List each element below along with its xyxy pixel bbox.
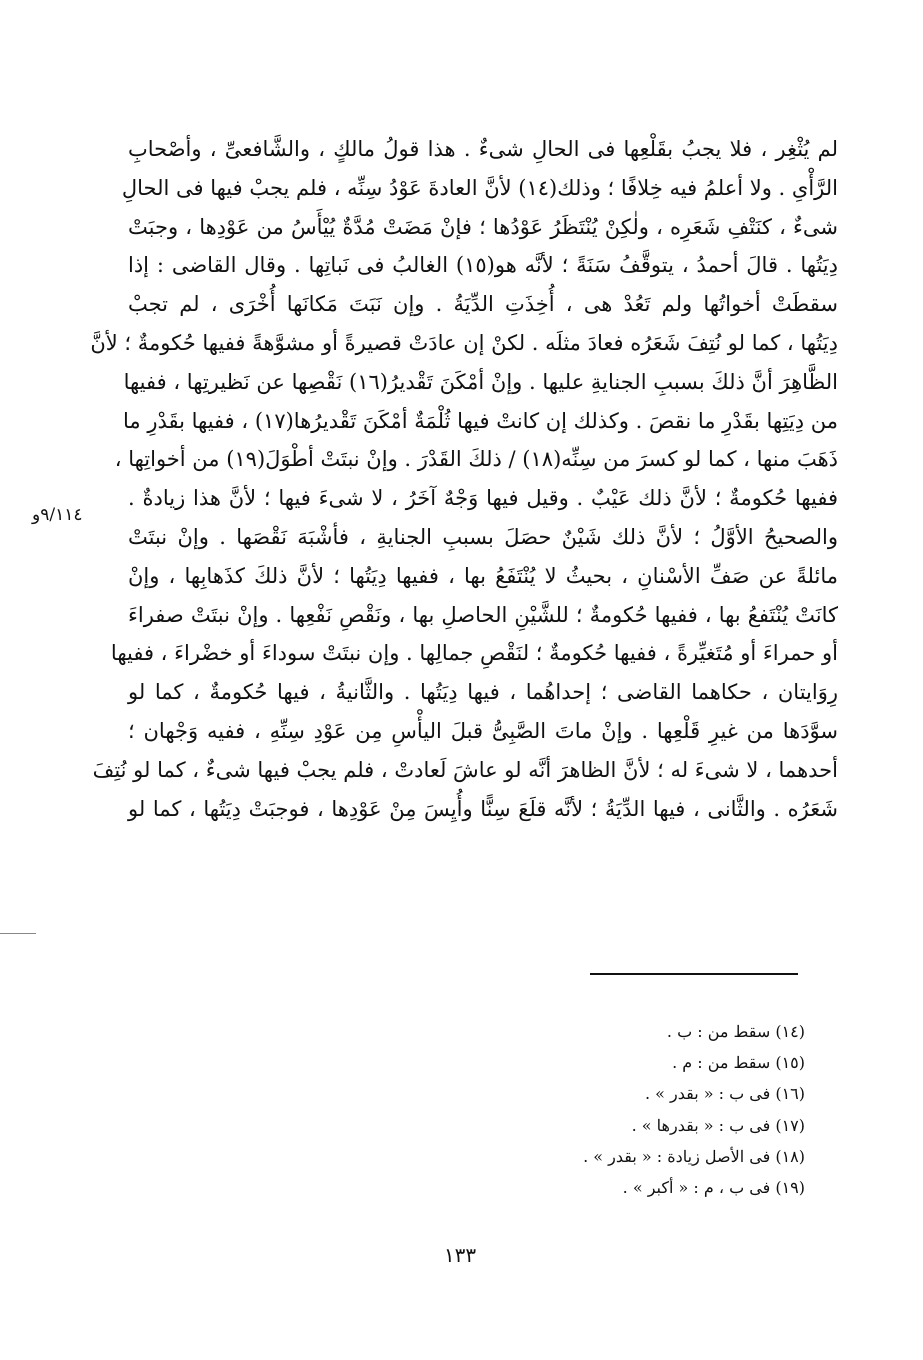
footnote: (١٧) فى ب : « بقدرها » . (631, 1115, 805, 1135)
text-line: ففيها حُكومةٌ ؛ لأنَّ ذلك عَيْبٌ . وقيل فيها وَجْهٌ آخَرُ ، لا شىءَ فيها ؛ لأنَّ هذا زيادةٌ . (128, 486, 838, 511)
text-line: أحدهما ، لا شىءَ له ؛ لأنَّ الظاهرَ أنَّه لو عاشَ لَعادتْ ، فلم يجبْ فيها شىءٌ ، كما لو نُتِفَ (92, 757, 838, 782)
text-line: والصحيحُ الأوَّلُ ؛ لأنَّ ذلك شَيْنٌ حصَلَ بسببِ الجنايةِ ، فأشْبَهَ نَقْصَها . وإنْ نبتَتْ (128, 524, 838, 549)
text-line: ذَهَبَ منها ، كما لو كسرَ من سِنِّه(١٨) / ذلكَ القَدْرَ . وإنْ نبتَتْ أطْوَلَ(١٩) من أخواتِها ، (114, 447, 838, 472)
text-line: شىءٌ ، كنَتْفِ شَعَرِه ، ولٰكِنْ يُنْتَظَرُ عَوْدُها ؛ فإنْ مَضَتْ مُدَّةٌ يُيْأَسُ من عَوْدِها ، وجبَتْ (128, 214, 838, 239)
footnote: (١٩) فى ب ، م : « أكبر » . (622, 1177, 805, 1197)
body-text (90, 130, 838, 828)
margin-folio-reference: ٩/١١٤و (32, 505, 83, 525)
margin-mark (0, 933, 36, 934)
text-line: سوَّدَها من غيرِ قَلْعِها . وإنْ ماتَ الصَّبِىُّ قبلَ اليأْسِ مِن عَوْدِ سِنِّهِ ، ففيه وَجْهان ؛ (128, 718, 838, 743)
text-line: من دِيَتِها بقَدْرِ ما نقصَ . وكذلك إن كانتْ فيها ثُلْمَةٌ أمْكَنَ تَقْديرُها(١٧) ، ففيها بقَدْرِ ما (123, 408, 838, 433)
footnote-separator (590, 973, 798, 975)
text-line: أو حمراءَ أو مُتَغيِّرةً ، ففيها حُكومةٌ ؛ لنَقْصِ جمالِها . وإن نبتَتْ سوداءَ أو خضْراءَ ، ففيها (110, 641, 838, 666)
text-line: لم يُثْغِر ، فلا يجبُ بقَلْعِها فى الحالِ شىءٌ . هذا قولُ مالكٍ ، والشَّافعىِّ ، وأصْحابِ (128, 137, 838, 161)
footnote: (١٥) سقط من : م . (672, 1053, 805, 1073)
footnote: (١٦) فى ب : « بقدر » . (644, 1084, 805, 1104)
footnotes (400, 1016, 805, 1203)
text-line: دِيَتُها ، كما لو نُتِفَ شَعَرُه فعادَ مثلَه . لكنْ إن عادَتْ قصيرةً أو مشوَّهةً ففيها حُكومةٌ ؛ لأنَّ (90, 330, 838, 355)
footnote: (١٤) سقط من : ب . (666, 1022, 805, 1041)
footnote: (١٨) فى الأصل زيادة : « بقدر » . (583, 1146, 805, 1166)
text-line: دِيَتُها . قالَ أحمدُ ، يتوقَّفُ سَنَةً ؛ لأنَّه هو(١٥) الغالبُ فى نَباتِها . وقال القاضى : إذا (128, 253, 838, 278)
text-line: مائلةً عن صَفِّ الأسْنانِ ، بحيثُ لا يُنْتَفَعُ بها ، ففيها دِيَتُها ؛ لأنَّ ذلكَ كذَهابِها ، وإنْ (128, 563, 838, 588)
text-line: الرَّأْىِ . ولا أعلمُ فيه خِلافًا ؛ وذلك(١٤) لأنَّ العادةَ عَوْدُ سِنِّه ، فلم يجبْ فيها فى الحالِ (121, 175, 838, 200)
text-line: كانَتْ يُنْتَفعُ بها ، ففيها حُكومةٌ ؛ للشَّيْنِ الحاصلِ بها ، ونَقْصِ نَفْعِها . وإنْ نبتَتْ صفراءَ (128, 602, 838, 627)
text-line: شَعَرُه . والثَّانى ، فيها الدِّيَةُ ؛ لأنَّه قلَعَ سِنًّا وأُيِسَ مِنْ عَوْدِها ، فوجبَتْ دِيَتُها ، كما لو (128, 796, 838, 821)
text-line: سقطَتْ أخواتُها ولم تَعُدْ هى ، أُخِذَتِ الدِّيَةُ . وإن نَبَتَ مَكانَها أُخْرَى ، لم تجبْ (128, 292, 838, 317)
text-line: الظَّاهِرَ أنَّ ذلكَ بسببِ الجنايةِ عليها . وإنْ أمْكَنَ تَقْديرُ(١٦) نَقْصِها عن نَظيرتِها ، ففيها (123, 369, 838, 394)
page-number: ١٣٣ (443, 1243, 477, 1267)
text-line: رِوَايتان ، حكاهما القاضى ؛ إحداهُما ، فيها دِيَتُها . والثَّانيةُ ، فيها حُكومةٌ ، كما لو (128, 680, 838, 705)
